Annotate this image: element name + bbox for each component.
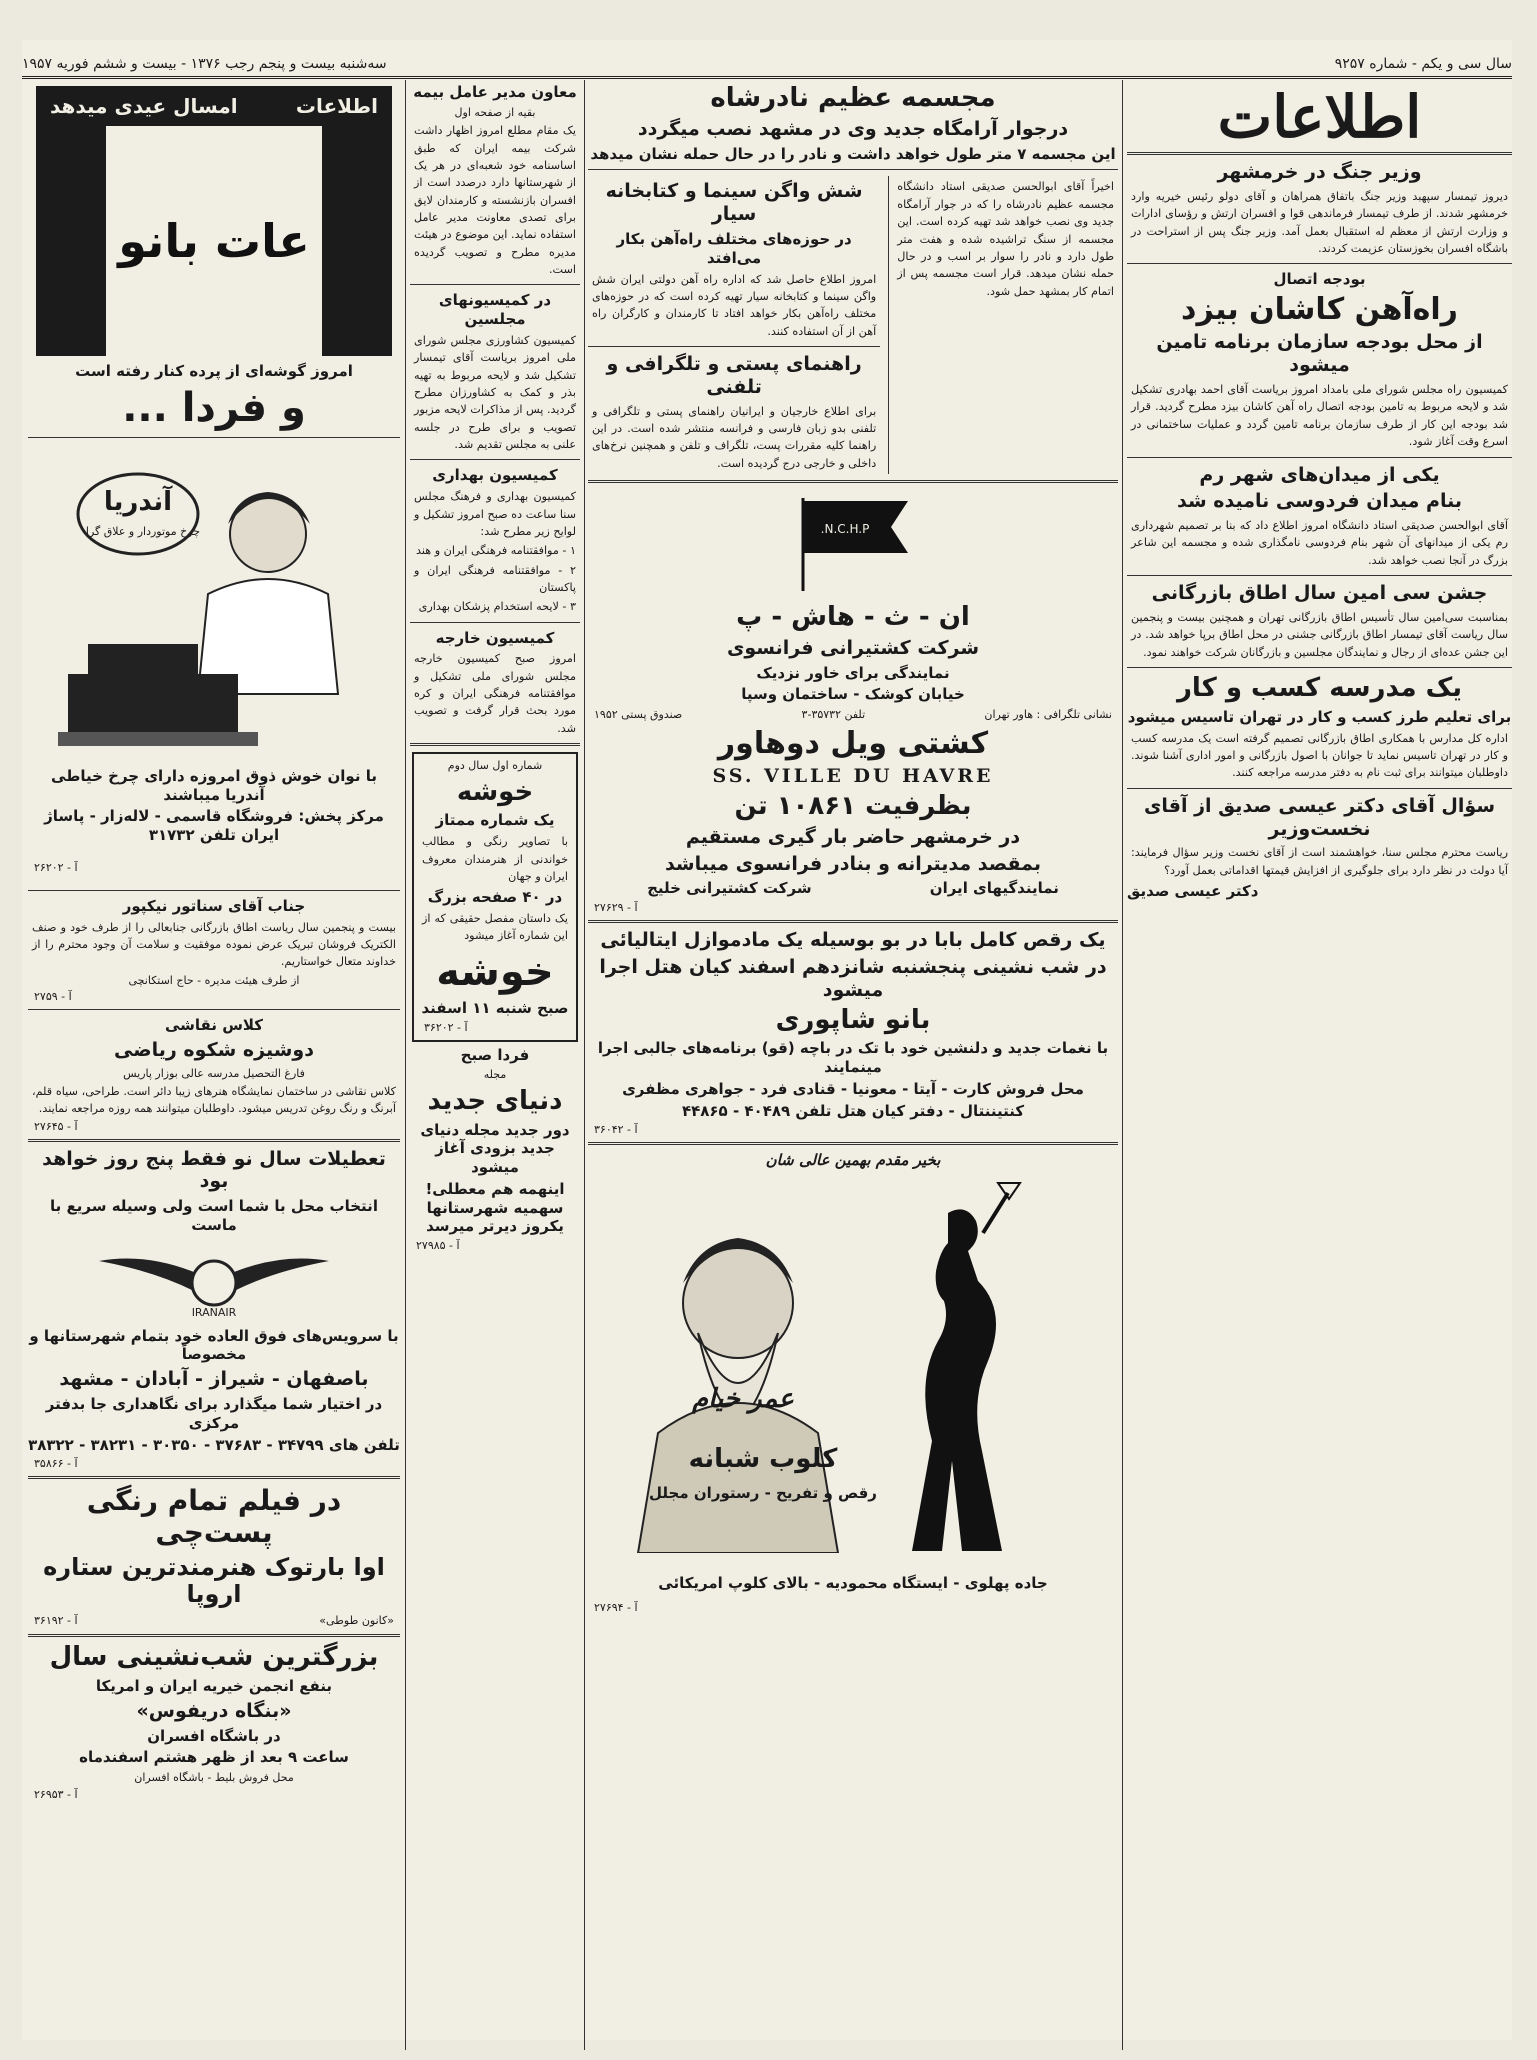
club-address: جاده پهلوی - ایستگاه محمودیه - بالای کلوپ امریکائی	[658, 1574, 1048, 1593]
film-line-1: در فیلم تمام رنگی پست‌چی	[86, 1484, 342, 1550]
shipping-brand: ان - ث - هاش - پ	[736, 602, 970, 632]
iranair-routes: با سرویس‌های فوق العاده خود بتمام شهرستانها و مخصوصاً	[29, 1326, 399, 1364]
club-script: عمر خیام	[692, 1384, 794, 1415]
gala-title: بزرگترین شب‌نشینی سال	[49, 1642, 379, 1673]
film-ad	[28, 1485, 400, 1628]
khooshe-pages: در ۴۰ صفحه بزرگ	[427, 888, 563, 907]
dance-ad	[588, 929, 1118, 1136]
ettelaat-gift-ad	[28, 86, 400, 431]
iranair-ad	[28, 1148, 400, 1471]
flag-icon	[588, 493, 1118, 593]
painting-ref: آ - ۲۷۶۴۵	[34, 1119, 78, 1133]
nader-subtitle: درجوار آرامگاه جدید وی در مشهد نصب میگردد	[637, 117, 1069, 140]
article-1-body: دیروز تیمسار سپهبد وزیر جنگ باتفاق همراهان و آقای دولو رئیس خیریه وارد خرمشهر شدند. از طرف تیمسار فرماندهی قوا و افسران ارتش و رؤسای ادارات و وزارت ارتش از معظم له استقبال بعمل آمد. وزیر جنگ پس از استراحت در باشگاه افسران بخوزستان عزیمت کردند.	[1131, 189, 1508, 255]
shipping-rep-gulf: شرکت کشتیرانی خلیج	[647, 879, 812, 898]
andria-brand: آندریا	[103, 486, 173, 517]
winged-logo-icon	[94, 1241, 334, 1321]
shipping-pobox: صندوق پستی ۱۹۵۲	[594, 708, 683, 722]
dateline-issue: سال سی و یکم - شماره ۹۲۵۷	[1334, 56, 1512, 72]
dance-performer: بانو شاپوری	[775, 1004, 931, 1035]
andria-body: با نوان خوش ذوق امروزه دارای چرخ خیاطی آندریا میباشند	[51, 766, 377, 804]
painting-subtitle: دوشیزه شکوه ریاضی	[114, 1038, 314, 1061]
andria-ad	[28, 444, 400, 884]
commissions-body: کمیسیون کشاورزی مجلس شورای ملی امروز بریاست آقای تیمسار تشکیل شد و لایحه مربوط به تهیه بذر و کمک به کشاورزان مطرح گردید. پس از مذاکرات لایحه مزبور تصویب و برای طرح در جلسه علنی به مجلس تقدیم شد.	[414, 333, 576, 452]
article-6-body: ریاست محترم مجلس سنا، خواهشمند است از آقای نخست وزیر سؤال فرمایند: آیا دولت در نظر دارد برای جلوگیری از افزایش قیمتها اقداماتی بعمل آورد؟	[1131, 846, 1508, 877]
gala-ad	[28, 1643, 400, 1800]
gift-ad-curtain-text: عات بانو	[106, 126, 322, 356]
khooshe-body: با تصاویر رنگی و مطالب خواندنی از هنرمندان معروف ایران و جهان	[422, 835, 568, 883]
health-item: ۳ - لایحه استخدام پزشکان بهداری	[418, 600, 576, 614]
article-3-subtitle: بنام میدان فردوسی نامیده شد	[1177, 490, 1462, 513]
khooshe-extra: یک داستان مفصل حقیقی که از این شماره آغاز میشود	[422, 912, 568, 943]
article-5-body: اداره کل مدارس با همکاری اطاق بازرگانی تصمیم گرفته است یک مدرسه کسب و کار در تهران تاسیس نماید تا جوانان با اصول بازرگانی و امور اداری آشنا شوند. داوطلبان میتوانند برای ثبت نام به دفتر مدرسه مراجعه کنند.	[1131, 731, 1508, 780]
flag-text: N.C.H.P.	[820, 522, 870, 536]
shipping-capacity: بظرفیت ۱۰۸۶۱ تن	[734, 790, 972, 821]
khooshe-name-large: خوشه	[436, 948, 554, 995]
shipping-telegram: نشانی تلگرافی : هاور تهران	[984, 708, 1112, 722]
khooshe-issue: شماره اول سال دوم	[447, 759, 543, 773]
iranair-cities: باصفهان - شیراز - آبادان - مشهد	[59, 1368, 369, 1391]
gala-sub: بنفع انجمن خیریه ایران و امریکا	[95, 1677, 333, 1696]
andria-ref: آ - ۲۶۲۰۲	[34, 860, 78, 874]
shipping-ref: آ - ۲۷۶۲۹	[594, 901, 638, 915]
column-rule	[584, 80, 585, 2050]
gala-name: «بنگاه دریفوس»	[136, 1699, 292, 1722]
nikpour-sign: از طرف هیئت مدیره - حاج استکانچی	[128, 973, 300, 987]
health-item: ۲ - موافقتنامه فرهنگی ایران و پاکستان	[414, 563, 576, 594]
gala-place: در باشگاه افسران	[147, 1726, 281, 1745]
club-ad	[588, 1151, 1118, 1621]
donya-ad	[410, 1046, 580, 1253]
iranair-logo-text: IRANAIR	[191, 1305, 237, 1319]
article-2-subtitle: از محل بودجه سازمان برنامه تامین میشود	[1156, 331, 1483, 377]
article-2-body: کمیسیون راه مجلس شورای ملی بامداد امروز بریاست آقای احمد بهادری تشکیل شد و لایحه مربوط به تامین بودجه اتصال راه آهن کاشان بیزد مطرح گردید. قرار شد بودجه این کار از طرف سازمان برنامه تامین گردد و عملیات ساختمانی در اسرع وقت آغاز شود.	[1131, 383, 1508, 449]
gift-ad-big: و فردا ...	[122, 384, 306, 431]
shipping-ship-name: کشتی ویل دوهاور	[717, 725, 989, 761]
dance-subtitle: در شب نشینی پنجشنبه شانزدهم اسفند کیان هتل اجرا میشود	[599, 955, 1107, 1001]
article-6-title: سؤال آقای دکتر عیسی صدیق از آقای نخست‌وزیر	[1144, 794, 1495, 840]
iranair-agents: در اختیار شما میگذارد برای نگاهداری جا بدفتر مرکزی	[45, 1395, 383, 1432]
article-2-title: راه‌آهن کاشان بیزد	[1181, 291, 1458, 327]
club-ref: آ - ۲۷۶۹۴	[594, 1601, 638, 1615]
column-4	[28, 80, 400, 2050]
shipping-agents: نمایندگی برای خاور نزدیک	[756, 663, 950, 682]
article-5-title: یک مدرسه کسب و کار	[1176, 673, 1463, 704]
cinema-wagon-title: شش واگن سینما و کتابخانه سیار	[605, 180, 863, 226]
gift-ad-head-right: اطلاعات	[295, 94, 378, 118]
shipping-ship-latin: SS. VILLE DU HAVRE	[712, 765, 994, 788]
cinema-wagon-subtitle: در حوزه‌های مختلف راه‌آهن بکار می‌افتد	[616, 230, 852, 267]
article-2-kicker: بودجه اتصال	[1273, 270, 1366, 289]
film-note: «کانون طوطی»	[319, 1613, 394, 1627]
shipping-rep-iran: نمایندگیهای ایران	[929, 879, 1059, 898]
andria-center: مرکز پخش: فروشگاه قاسمی - لاله‌زار - پاساژ ایران تلفن ۳۱۷۳۲	[44, 806, 384, 844]
film-line-2: اوا بارتوک هنرمندترین ستاره اروپا	[43, 1552, 385, 1609]
gift-ad-head-left: امسال عیدی میدهد	[50, 94, 238, 118]
donya-sub: مجله	[483, 1068, 507, 1082]
column-2	[588, 80, 1118, 2050]
dance-ref: آ - ۳۶۰۴۲	[594, 1123, 638, 1137]
andria-tag: چرخ موتوردار و علاق گرا	[85, 524, 201, 538]
article-6-signature: دکتر عیسی صدیق	[1127, 882, 1259, 901]
foreign-body: امروز صبح کمیسیون خارجه مجلس شورای ملی تشکیل و موافقتنامه فرهنگی ایران و کره مورد بحث قرار گرفت و تصویب شد.	[414, 652, 576, 735]
khooshe-ref: آ - ۳۶۲۰۲	[424, 1020, 468, 1034]
commissions-title: در کمیسیونهای مجلسین	[438, 291, 552, 329]
insurance-body: یک مقام مطلع امروز اظهار داشت شرکت بیمه ایران که طبق اساسنامه خود شعبه‌ای در هر یک از شهرستانها دارد درصدد است از افسران بازنشسته و کارمندان لایق برای تصدی معاونت مدیر عامل استفاده نماید. این موضوع در هیئت مدیره مطرح و تصویب گردیده است.	[414, 124, 576, 277]
shipping-phone: تلفن ۳۵۷۳۲-۳	[801, 708, 866, 722]
article-4-body: بمناسبت سی‌امین سال تأسیس اطاق بازرگانی تهران و همچنین بیست و پنجمین سال ریاست آقای تیمسار اطاق بازرگانی جشنی در محل اطاق برپا خواهد شد. در این جشن عده‌ای از رجال و نمایندگان مجلسین و بازرگانان شرکت خواهند نمود.	[1131, 610, 1508, 659]
shipping-destination: بمقصد مدیترانه و بنادر فرانسوی میباشد	[664, 852, 1042, 875]
health-item: ۱ - موافقتنامه فرهنگی ایران و هند	[416, 544, 576, 558]
insurance-title: معاون مدیر عامل بیمه	[413, 83, 577, 101]
postal-guide-title: راهنمای پستی و تلگرافی و تلفنی	[606, 352, 862, 398]
article-5-subtitle: برای تعلیم طرز کسب و کار در تهران تاسیس میشود	[1127, 707, 1512, 726]
column-3	[410, 80, 580, 2050]
shipping-company: شرکت کشتیرانی فرانسوی	[726, 636, 980, 659]
gala-tickets: محل فروش بلیط - باشگاه افسران	[134, 1771, 294, 1785]
shipping-ad	[588, 493, 1118, 914]
dance-tickets: محل فروش کارت - آیتا - معونیا - قنادی فرد - جواهری مظفری	[622, 1079, 1084, 1098]
article-1-title: وزیر جنگ در خرمشهر	[1217, 161, 1422, 183]
club-caption: بخیر مقدم بهمین عالی شان	[765, 1151, 941, 1170]
article-3-title: یکی از میدان‌های شهر رم	[1199, 463, 1440, 486]
article-4-title: جشن سی امین سال اطاق بازرگانی	[1151, 582, 1488, 605]
khooshe-tag: یک شماره ممتاز	[435, 811, 555, 830]
dateline	[22, 52, 1512, 79]
dateline-date: سه‌شنبه بیست و پنجم رجب ۱۳۷۶ - بیست و ششم فوریه ۱۹۵۷	[22, 56, 387, 72]
nikpour-body: بیست و پنجمین سال ریاست اطاق بازرگانی جنابعالی را از طرف خود و صنف الکتریک فروشان تبریک عرض نموده موفقیت و سلامت آن وجود محترم را از خداوند متعال خواستاریم.	[32, 920, 396, 969]
painting-body: کلاس نقاشی در ساختمان نمایشگاه هنرهای زیبا دائر است. طراحی، سیاه قلم، آبرنگ و رنگ روغن تدریس میشود. داوطلبان میتوانند همه روزه مراجعه نمایند.	[32, 1084, 396, 1116]
nader-strap: این مجسمه ۷ متر طول خواهد داشت و نادر را در حال حمله نشان میدهد	[590, 144, 1116, 163]
cinema-wagon-body: امروز اطلاع حاصل شد که اداره راه آهن دولتی ایران شش واگن سینما و کتابخانه سیار تهیه کرده است که در حوزه‌های مختلف راه‌آهن بکار خواهد افتاد تا کارمندان و کارگران راه آهن از آن استفاده کنند.	[592, 272, 877, 338]
shipping-address: خیابان کوشک - ساختمان وسپا	[741, 685, 965, 704]
donya-name: دنیای جدید	[427, 1085, 563, 1116]
donya-line: اینهمه هم معطلی! سهمیه شهرستانها یکروز دیرتر میرسد	[425, 1179, 565, 1236]
nikpour-title: جناب آقای سناتور نیکپور	[122, 896, 306, 915]
donya-kicker: فردا صبح	[460, 1045, 530, 1064]
postal-guide-body: برای اطلاع خارجیان و ایرانیان راهنمای پستی و تلگرافی و تلفنی بدو زبان فارسی و فرانسه منتشر شده است. در این راهنما کلیه مقررات پست، تلگراف و تلفن و همچنین نرخ‌های داخلی و خارجی درج گردیده است.	[592, 404, 877, 470]
gala-ref: آ - ۲۶۹۵۳	[34, 1787, 78, 1801]
iranair-title: تعطیلات سال نو فقط پنج روز خواهد بود	[42, 1147, 386, 1193]
masthead: اطلاعات	[1217, 83, 1422, 151]
health-title: کمیسیون بهداری	[432, 466, 558, 485]
iranair-phones: تلفن های ۳۴۷۹۹ - ۳۷۶۸۳ - ۳۰۳۵۰ - ۳۸۲۳۱ - ۳۸۳۲۲	[28, 1435, 400, 1454]
health-body: کمیسیون بهداری و فرهنگ مجلس سنا ساعت ده صبح امروز تشکیل و لوایح زیر مطرح شد:	[414, 490, 576, 538]
column-rule	[1122, 80, 1123, 2050]
club-subtitle: رقص و تفریح - رستوران مجلل	[649, 1484, 877, 1503]
nader-title: مجسمه عظیم نادرشاه	[710, 83, 996, 113]
column-1	[1127, 80, 1512, 2050]
painting-title: کلاس نقاشی	[164, 1015, 264, 1034]
donya-body: دور جدید مجله دنیای جدید بزودی آغاز میشود	[420, 1120, 570, 1177]
gala-time: ساعت ۹ بعد از ظهر هشتم اسفندماه	[79, 1748, 349, 1767]
nader-body: اخیراً آقای ابوالحسن صدیقی استاد دانشگاه مجسمه عظیم نادرشاه را که در جوار آرامگاه جدید وی نصب خواهد شد تهیه کرده است. این مجسمه از سنگ تراشیده شده و هفت متر طول دارد و نادر را سوار بر اسب و در حال حمله نشان میدهد. قرار است مجسمه پس از اتمام کار بمشهد حمل شود.	[897, 180, 1114, 298]
dance-title: یک رقص کامل بابا در بو بوسیله یک مادموازل ایتالیائی	[600, 929, 1106, 952]
foreign-title: کمیسیون خارجه	[435, 628, 555, 647]
article-3-body: آقای ابوالحسن صدیقی استاد دانشگاه امروز اطلاع داد که بنا بر تصمیم شهرداری رم یکی از میدانهای آن شهر بنام فردوسی نامگذاری شده و مجسمه این شاعر بزرگ در آنجا نصب خواهد شد.	[1131, 519, 1508, 567]
club-name: کلوب شبانه	[688, 1444, 838, 1475]
dance-body: با نغمات جدید و دلنشین خود با تک در باچه (قو) برنامه‌های جالبی اجرا مینمایند	[597, 1039, 1109, 1077]
gift-ad-caption: امروز گوشه‌ای از پرده کنار رفته است	[75, 362, 353, 380]
donya-ref: آ - ۲۷۹۸۵	[416, 1239, 460, 1253]
dance-phones: کنتیننتال - دفتر کیان هتل تلفن ۴۰۴۸۹ - ۴۴۸۶۵	[681, 1101, 1025, 1120]
khooshe-name: خوشه	[456, 776, 534, 807]
khooshe-ad	[412, 752, 578, 1041]
iranair-ref: آ - ۳۵۸۶۶	[34, 1457, 78, 1471]
shipping-port: در خرمشهر حاضر بار گیری مستقیم	[685, 825, 1021, 848]
film-ref: آ - ۳۶۱۹۲	[34, 1613, 78, 1627]
painting-note: فارغ التحصیل مدرسه عالی بوزار پاریس	[123, 1066, 305, 1080]
iranair-sub: انتخاب محل با شما است ولی وسیله سریع با ماست	[50, 1197, 378, 1234]
column-rule	[405, 80, 406, 2050]
insurance-sub: بقیه از صفحه اول	[454, 105, 536, 119]
nikpour-ref: آ - ۲۷۵۹	[34, 989, 72, 1003]
khooshe-date: صبح شنبه ۱۱ اسفند	[421, 998, 569, 1017]
